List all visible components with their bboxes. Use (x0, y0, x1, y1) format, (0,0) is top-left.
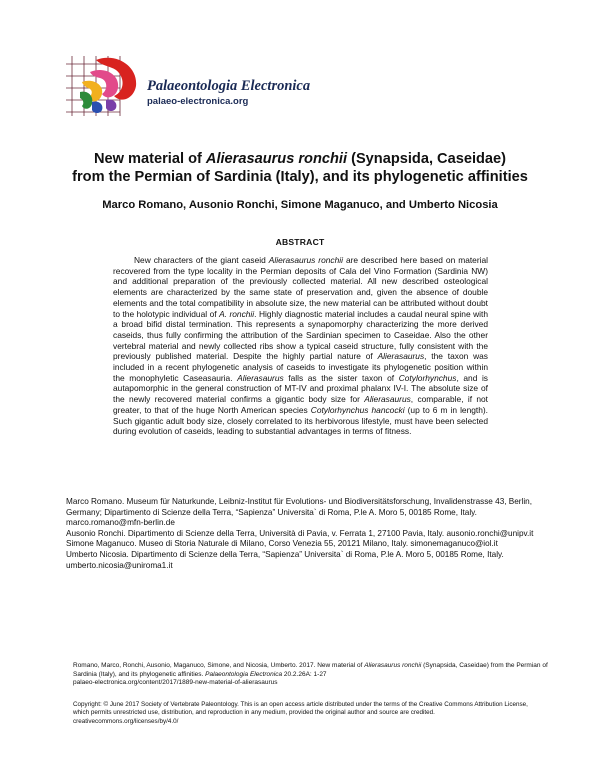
affiliation-maganuco: Simone Maganuco. Museo di Storia Naturale di Milano, Corso Venezia 55, 20121 Milano, Italy. simonemaganuco@iol.it (66, 539, 498, 549)
affiliation-nicosia: Umberto Nicosia. Dipartimento di Scienze della Terra, “Sapienza” Universita` di Roma, P.le A. Moro 5, 00185 Rome, Italy. umberto.nicosia@uniroma1.it (66, 549, 504, 570)
article-title-line-1: New material of Alierasaurus ronchii (Synapsida, Caseidae) (93, 151, 507, 167)
citation-block: Romano, Marco, Ronchi, Ausonio, Maganuco, Simone, and Nicosia, Umberto. 2017. New material of Alierasaurus ronchii (Synapsida, Caseidae) from the Permian of Sardinia (Italy), and its phylogenetic affinities. Palaeontologia Electronica 20.2.26A: 1-27 palaeo-electronica.org/content/2017/1889-new-material-of-alierasaurus (73, 662, 553, 688)
citation-url[interactable]: palaeo-electronica.org/content/2017/1889-new-material-of-alierasaurus (73, 679, 278, 687)
journal-url[interactable]: palaeo-electronica.org (147, 96, 249, 107)
taxon-name: Alierasaurus ronchii (205, 151, 348, 167)
affiliation-romano: Marco Romano. Museum für Naturkunde, Leibniz-Institut für Evolutions- und Biodiversitätsforschung, Invalidenstrasse 43, Berlin, Germany; Dipartimento di Scienze della Terra, “Sapienza” Universita` di Roma, P.le A. Moro 5, 00185 Rome, Italy. marco.romano@mfn-berlin.de (66, 497, 532, 528)
abstract-heading: ABSTRACT (275, 237, 325, 247)
license-url[interactable]: creativecommons.org/licenses/by/4.0/ (73, 717, 179, 725)
author-affiliations (66, 497, 541, 571)
journal-name: Palaeontologia Electronica (147, 78, 311, 94)
abstract-body: New characters of the giant caseid Alierasaurus ronchii are described here based on material recovered from the type locality in the Permian deposits of Cala del Vino Formation (Sardinia NW) and additional preparation of the previously collected material. All new described osteological elements are characterized by the same state of preservation and, given the absence of double elements and the total compatibility in absolute size, the new material can be attributed without doubt to the holotypic individual of A. ronchii. Highly diagnostic material includes a caudal neural spine with a broad bifid distal termination. This represents a synapomorphy characterizing the more derived caseids, thus fully confirming the attribution of the Sardinian specimen to Caseidae. Also the other vertebral material and newly collected ribs show a typical caseid structure, fully consistent with the previously published material. Despite the highly partial nature of Alierasaurus, the taxon was included in a recent phylogenetic analysis of caseids to investigate its phylogenetic position within the monophyletic Caseasauria. Alierasaurus falls as the sister taxon of Cotylorhynchus, and is autapomorphic in the general construction of MT-IV and proximal phalanx IV-I. The absolute size of the newly recovered material confirms a gigantic body size for Alierasaurus, comparable, if not greater, to that of the huge North American species Cotylorhynchus hancocki (up to 6 m in length). Such gigantic adult body size, closely correlated to its herbivorous lifestyle, must have been selected during evolution of caseids, leading to substantial advantages in terms of fitness. (113, 255, 489, 437)
author-list: Marco Romano, Ausonio Ronchi, Simone Maganuco, and Umberto Nicosia (102, 199, 498, 211)
palaeontologia-electronica-logo-icon (66, 52, 142, 116)
article-title-line-2: from the Permian of Sardinia (Italy), and its phylogenetic affinities (72, 169, 528, 185)
copyright-text: Copyright: © June 2017 Society of Vertebrate Paleontology. This is an open access article distributed under the terms of the Creative Commons Attribution License, which permits unrestricted use, distribution, and reproduction in any medium, provided the original author and source are credited. (73, 701, 528, 717)
copyright-block (73, 701, 543, 726)
affiliation-ronchi: Ausonio Ronchi. Dipartimento di Scienze della Terra, Università di Pavia, v. Ferrata 1, 27100 Pavia, Italy. ausonio.ronchi@unipv.it (66, 528, 534, 538)
